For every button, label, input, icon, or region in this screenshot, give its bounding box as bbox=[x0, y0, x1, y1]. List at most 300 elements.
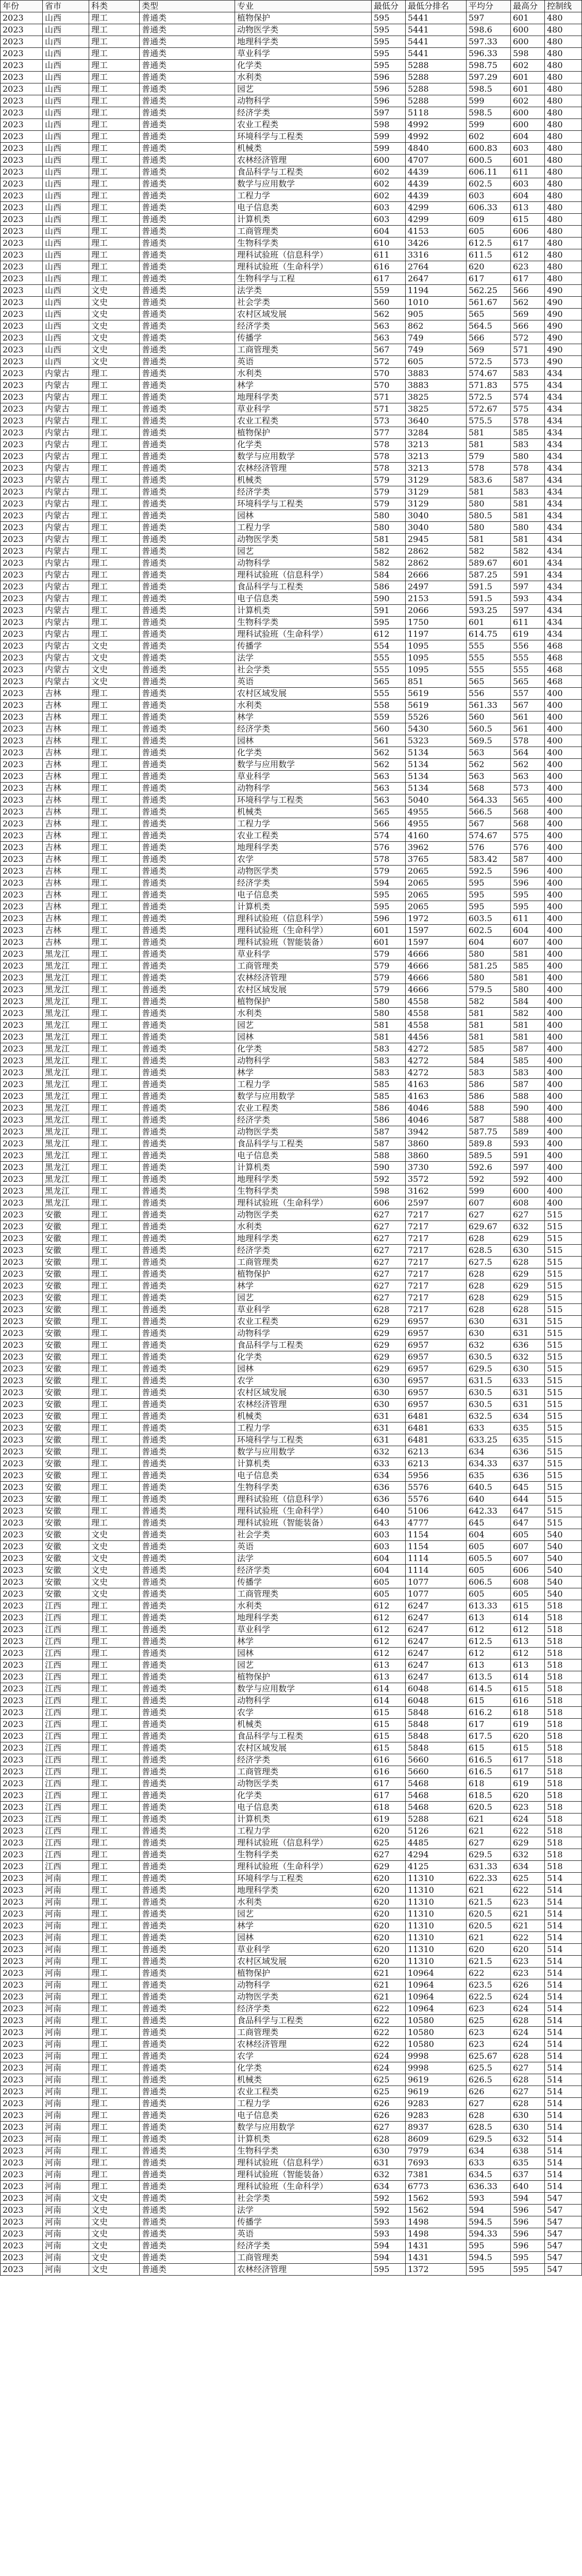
cell-min-rank: 6481 bbox=[406, 1434, 467, 1446]
cell-type: 普通类 bbox=[140, 2264, 235, 2276]
cell-min-rank: 4485 bbox=[406, 1837, 467, 1849]
cell-max-score: 575 bbox=[511, 403, 545, 415]
cell-province: 山西 bbox=[43, 214, 89, 226]
cell-major: 传播学 bbox=[235, 2216, 372, 2228]
cell-min-score: 636 bbox=[372, 1482, 406, 1494]
cell-province: 黑龙江 bbox=[43, 1008, 89, 1020]
cell-major: 计算机类 bbox=[235, 605, 372, 617]
cell-avg-score: 617 bbox=[467, 273, 511, 285]
cell-min-score: 627 bbox=[372, 1233, 406, 1245]
cell-avg-score: 598.75 bbox=[467, 60, 511, 72]
cell-max-score: 573 bbox=[511, 783, 545, 794]
cell-min-score: 640 bbox=[372, 1505, 406, 1517]
cell-major: 动物科学 bbox=[235, 1979, 372, 1991]
cell-year: 2023 bbox=[1, 1636, 43, 1648]
cell-subject: 理工 bbox=[89, 1458, 140, 1470]
table-row bbox=[1, 1754, 582, 1766]
cell-province: 河南 bbox=[43, 2145, 89, 2157]
cell-min-score: 596 bbox=[372, 913, 406, 925]
table-row bbox=[1, 1114, 582, 1126]
cell-max-score: 580 bbox=[511, 522, 545, 534]
cell-year: 2023 bbox=[1, 1103, 43, 1114]
cell-max-score: 619 bbox=[511, 1778, 545, 1790]
cell-max-score: 640 bbox=[511, 2181, 545, 2193]
cell-year: 2023 bbox=[1, 2015, 43, 2027]
cell-avg-score: 628.5 bbox=[467, 1245, 511, 1257]
cell-control-line: 400 bbox=[545, 960, 582, 972]
cell-year: 2023 bbox=[1, 2122, 43, 2133]
cell-max-score: 588 bbox=[511, 1114, 545, 1126]
cell-province: 内蒙古 bbox=[43, 415, 89, 427]
cell-max-score: 607 bbox=[511, 1541, 545, 1553]
cell-province: 河南 bbox=[43, 1968, 89, 1979]
cell-subject: 理工 bbox=[89, 155, 140, 166]
cell-min-rank: 5468 bbox=[406, 1778, 467, 1790]
table-row bbox=[1, 1209, 582, 1221]
cell-year: 2023 bbox=[1, 1162, 43, 1174]
cell-major: 经济学类 bbox=[235, 320, 372, 332]
cell-max-score: 605 bbox=[511, 1588, 545, 1600]
cell-subject: 文史 bbox=[89, 297, 140, 309]
cell-avg-score: 632.5 bbox=[467, 1411, 511, 1422]
cell-min-score: 621 bbox=[372, 1991, 406, 2003]
cell-max-score: 575 bbox=[511, 830, 545, 842]
cell-type: 普通类 bbox=[140, 1174, 235, 1185]
table-row bbox=[1, 1624, 582, 1636]
cell-min-rank: 11310 bbox=[406, 1908, 467, 1920]
cell-year: 2023 bbox=[1, 1517, 43, 1529]
cell-min-score: 630 bbox=[372, 1387, 406, 1399]
cell-min-rank: 11310 bbox=[406, 1932, 467, 1944]
cell-province: 内蒙古 bbox=[43, 617, 89, 629]
cell-year: 2023 bbox=[1, 1505, 43, 1517]
table-row bbox=[1, 866, 582, 877]
cell-min-rank: 4955 bbox=[406, 806, 467, 818]
cell-min-rank: 5576 bbox=[406, 1482, 467, 1494]
cell-min-rank: 6957 bbox=[406, 1351, 467, 1363]
cell-type: 普通类 bbox=[140, 2003, 235, 2015]
cell-control-line: 434 bbox=[545, 451, 582, 463]
cell-year: 2023 bbox=[1, 1292, 43, 1304]
cell-subject: 理工 bbox=[89, 1103, 140, 1114]
cell-province: 江西 bbox=[43, 1731, 89, 1742]
cell-subject: 理工 bbox=[89, 1695, 140, 1707]
cell-min-score: 617 bbox=[372, 1778, 406, 1790]
cell-avg-score: 581 bbox=[467, 534, 511, 546]
table-row bbox=[1, 368, 582, 380]
cell-control-line: 480 bbox=[545, 249, 582, 261]
cell-control-line: 480 bbox=[545, 60, 582, 72]
cell-max-score: 593 bbox=[511, 1138, 545, 1150]
cell-min-score: 633 bbox=[372, 1458, 406, 1470]
cell-subject: 理工 bbox=[89, 1790, 140, 1802]
cell-subject: 文史 bbox=[89, 344, 140, 356]
table-row bbox=[1, 688, 582, 700]
cell-type: 普通类 bbox=[140, 1529, 235, 1541]
cell-min-score: 586 bbox=[372, 1114, 406, 1126]
cell-type: 普通类 bbox=[140, 356, 235, 368]
cell-subject: 理工 bbox=[89, 1434, 140, 1446]
cell-province: 吉林 bbox=[43, 771, 89, 783]
table-row bbox=[1, 1932, 582, 1944]
cell-avg-score: 563 bbox=[467, 771, 511, 783]
cell-min-score: 630 bbox=[372, 2145, 406, 2157]
cell-min-score: 615 bbox=[372, 1707, 406, 1719]
table-row bbox=[1, 806, 582, 818]
cell-major: 英语 bbox=[235, 676, 372, 688]
cell-province: 河南 bbox=[43, 2264, 89, 2276]
cell-province: 江西 bbox=[43, 1754, 89, 1766]
cell-max-score: 626 bbox=[511, 1979, 545, 1991]
cell-avg-score: 585 bbox=[467, 1043, 511, 1055]
cell-subject: 理工 bbox=[89, 1482, 140, 1494]
cell-control-line: 540 bbox=[545, 1588, 582, 1600]
cell-subject: 理工 bbox=[89, 2169, 140, 2181]
cell-avg-score: 568 bbox=[467, 783, 511, 794]
cell-subject: 文史 bbox=[89, 2205, 140, 2216]
cell-type: 普通类 bbox=[140, 1103, 235, 1114]
table-row bbox=[1, 463, 582, 474]
cell-major: 动物医学类 bbox=[235, 1778, 372, 1790]
cell-avg-score: 614.75 bbox=[467, 629, 511, 640]
cell-major: 食品科学与工程类 bbox=[235, 2015, 372, 2027]
cell-avg-score: 598.5 bbox=[467, 107, 511, 119]
cell-province: 山西 bbox=[43, 344, 89, 356]
cell-province: 安徽 bbox=[43, 1494, 89, 1505]
cell-min-score: 580 bbox=[372, 996, 406, 1008]
cell-min-rank: 6957 bbox=[406, 1328, 467, 1340]
cell-major: 环境科学与工程类 bbox=[235, 1434, 372, 1446]
cell-min-score: 579 bbox=[372, 948, 406, 960]
cell-min-rank: 3426 bbox=[406, 238, 467, 249]
cell-min-score: 579 bbox=[372, 486, 406, 498]
cell-control-line: 514 bbox=[545, 2169, 582, 2181]
cell-type: 普通类 bbox=[140, 297, 235, 309]
cell-major: 农村区域发展 bbox=[235, 309, 372, 320]
cell-type: 普通类 bbox=[140, 1896, 235, 1908]
cell-year: 2023 bbox=[1, 510, 43, 522]
cell-control-line: 518 bbox=[545, 1695, 582, 1707]
cell-control-line: 514 bbox=[545, 2015, 582, 2027]
cell-major: 计算机类 bbox=[235, 1814, 372, 1825]
cell-major: 动物医学类 bbox=[235, 24, 372, 36]
table-row bbox=[1, 1126, 582, 1138]
cell-control-line: 515 bbox=[545, 1268, 582, 1280]
cell-min-rank: 11310 bbox=[406, 1885, 467, 1896]
cell-year: 2023 bbox=[1, 190, 43, 202]
cell-major: 计算机类 bbox=[235, 1162, 372, 1174]
cell-type: 普通类 bbox=[140, 984, 235, 996]
cell-year: 2023 bbox=[1, 143, 43, 155]
cell-avg-score: 592.6 bbox=[467, 1162, 511, 1174]
cell-type: 普通类 bbox=[140, 2205, 235, 2216]
cell-min-score: 629 bbox=[372, 1328, 406, 1340]
table-row bbox=[1, 1778, 582, 1790]
cell-control-line: 400 bbox=[545, 913, 582, 925]
cell-subject: 理工 bbox=[89, 1861, 140, 1873]
cell-subject: 理工 bbox=[89, 1636, 140, 1648]
cell-province: 江西 bbox=[43, 1707, 89, 1719]
cell-type: 普通类 bbox=[140, 629, 235, 640]
cell-type: 普通类 bbox=[140, 960, 235, 972]
cell-max-score: 630 bbox=[511, 1363, 545, 1375]
cell-year: 2023 bbox=[1, 1695, 43, 1707]
cell-min-score: 629 bbox=[372, 1351, 406, 1363]
cell-min-rank: 4163 bbox=[406, 1079, 467, 1091]
cell-major: 园林 bbox=[235, 510, 372, 522]
cell-subject: 理工 bbox=[89, 1470, 140, 1482]
cell-province: 河南 bbox=[43, 1920, 89, 1932]
cell-province: 吉林 bbox=[43, 937, 89, 948]
cell-control-line: 400 bbox=[545, 996, 582, 1008]
table-row bbox=[1, 1517, 582, 1529]
cell-min-score: 629 bbox=[372, 1363, 406, 1375]
cell-avg-score: 586 bbox=[467, 1091, 511, 1103]
table-row bbox=[1, 1470, 582, 1482]
cell-avg-score: 630.5 bbox=[467, 1387, 511, 1399]
cell-min-score: 594 bbox=[372, 2240, 406, 2252]
cell-type: 普通类 bbox=[140, 83, 235, 95]
cell-type: 普通类 bbox=[140, 1553, 235, 1565]
cell-year: 2023 bbox=[1, 1387, 43, 1399]
cell-subject: 理工 bbox=[89, 1624, 140, 1636]
cell-min-rank: 4840 bbox=[406, 143, 467, 155]
cell-type: 普通类 bbox=[140, 166, 235, 178]
cell-control-line: 518 bbox=[545, 1814, 582, 1825]
cell-min-rank: 7693 bbox=[406, 2157, 467, 2169]
cell-major: 动物科学 bbox=[235, 1328, 372, 1340]
cell-control-line: 514 bbox=[545, 2003, 582, 2015]
cell-province: 山西 bbox=[43, 143, 89, 155]
cell-province: 安徽 bbox=[43, 1245, 89, 1257]
cell-year: 2023 bbox=[1, 1624, 43, 1636]
cell-major: 水利类 bbox=[235, 1600, 372, 1612]
cell-province: 河南 bbox=[43, 1991, 89, 2003]
cell-min-rank: 6773 bbox=[406, 2181, 467, 2193]
cell-major: 生物科学类 bbox=[235, 1849, 372, 1861]
cell-type: 普通类 bbox=[140, 711, 235, 723]
table-row bbox=[1, 2252, 582, 2264]
cell-min-rank: 4777 bbox=[406, 1517, 467, 1529]
cell-province: 河南 bbox=[43, 1896, 89, 1908]
cell-province: 吉林 bbox=[43, 723, 89, 735]
cell-province: 安徽 bbox=[43, 1588, 89, 1600]
cell-type: 普通类 bbox=[140, 996, 235, 1008]
table-row bbox=[1, 889, 582, 901]
cell-province: 吉林 bbox=[43, 735, 89, 747]
cell-control-line: 400 bbox=[545, 1055, 582, 1067]
cell-major: 动物科学 bbox=[235, 1055, 372, 1067]
cell-min-score: 595 bbox=[372, 24, 406, 36]
cell-min-score: 614 bbox=[372, 1683, 406, 1695]
cell-year: 2023 bbox=[1, 1719, 43, 1731]
cell-province: 江西 bbox=[43, 1612, 89, 1624]
cell-min-score: 610 bbox=[372, 238, 406, 249]
cell-major: 生物科学类 bbox=[235, 617, 372, 629]
table-row bbox=[1, 238, 582, 249]
cell-type: 普通类 bbox=[140, 486, 235, 498]
cell-control-line: 518 bbox=[545, 1600, 582, 1612]
cell-max-score: 630 bbox=[511, 1245, 545, 1257]
cell-type: 普通类 bbox=[140, 877, 235, 889]
cell-type: 普通类 bbox=[140, 320, 235, 332]
cell-major: 工程力学 bbox=[235, 1825, 372, 1837]
cell-control-line: 400 bbox=[545, 877, 582, 889]
cell-min-rank: 4294 bbox=[406, 1849, 467, 1861]
cell-type: 普通类 bbox=[140, 854, 235, 866]
cell-avg-score: 595 bbox=[467, 889, 511, 901]
cell-max-score: 616 bbox=[511, 1695, 545, 1707]
cell-year: 2023 bbox=[1, 1956, 43, 1968]
cell-control-line: 400 bbox=[545, 783, 582, 794]
cell-year: 2023 bbox=[1, 415, 43, 427]
cell-type: 普通类 bbox=[140, 1600, 235, 1612]
cell-min-rank: 5956 bbox=[406, 1470, 467, 1482]
cell-major: 理科试验班（生命科学） bbox=[235, 2181, 372, 2193]
cell-max-score: 633 bbox=[511, 1375, 545, 1387]
cell-min-score: 578 bbox=[372, 463, 406, 474]
cell-max-score: 632 bbox=[511, 1351, 545, 1363]
cell-type: 普通类 bbox=[140, 2228, 235, 2240]
cell-year: 2023 bbox=[1, 2133, 43, 2145]
cell-year: 2023 bbox=[1, 486, 43, 498]
cell-year: 2023 bbox=[1, 747, 43, 759]
cell-type: 普通类 bbox=[140, 1185, 235, 1197]
cell-year: 2023 bbox=[1, 95, 43, 107]
cell-control-line: 518 bbox=[545, 1719, 582, 1731]
cell-min-rank: 1597 bbox=[406, 925, 467, 937]
cell-max-score: 632 bbox=[511, 1849, 545, 1861]
cell-min-score: 600 bbox=[372, 155, 406, 166]
cell-min-score: 620 bbox=[372, 1885, 406, 1896]
cell-max-score: 596 bbox=[511, 877, 545, 889]
header-year: 年份 bbox=[1, 1, 43, 12]
table-row bbox=[1, 1695, 582, 1707]
cell-major: 工商管理类 bbox=[235, 960, 372, 972]
cell-min-rank: 6247 bbox=[406, 1659, 467, 1671]
cell-type: 普通类 bbox=[140, 1719, 235, 1731]
cell-subject: 理工 bbox=[89, 747, 140, 759]
cell-year: 2023 bbox=[1, 546, 43, 557]
table-row bbox=[1, 261, 582, 273]
table-row bbox=[1, 759, 582, 771]
cell-subject: 理工 bbox=[89, 2039, 140, 2050]
cell-major: 草业科学 bbox=[235, 403, 372, 415]
cell-subject: 理工 bbox=[89, 1707, 140, 1719]
table-row bbox=[1, 1399, 582, 1411]
table-row bbox=[1, 711, 582, 723]
cell-max-score: 636 bbox=[511, 1446, 545, 1458]
cell-avg-score: 578 bbox=[467, 463, 511, 474]
cell-max-score: 627 bbox=[511, 2086, 545, 2098]
cell-major: 理科试验班（生命科学） bbox=[235, 925, 372, 937]
cell-province: 河南 bbox=[43, 1979, 89, 1991]
cell-type: 普通类 bbox=[140, 640, 235, 652]
cell-year: 2023 bbox=[1, 866, 43, 877]
cell-subject: 理工 bbox=[89, 1600, 140, 1612]
cell-province: 内蒙古 bbox=[43, 652, 89, 664]
cell-type: 普通类 bbox=[140, 783, 235, 794]
table-row bbox=[1, 735, 582, 747]
cell-avg-score: 628.5 bbox=[467, 2122, 511, 2133]
cell-subject: 理工 bbox=[89, 854, 140, 866]
cell-year: 2023 bbox=[1, 1185, 43, 1197]
cell-type: 普通类 bbox=[140, 190, 235, 202]
cell-max-score: 555 bbox=[511, 664, 545, 676]
cell-min-score: 560 bbox=[372, 297, 406, 309]
table-row bbox=[1, 1257, 582, 1268]
table-row bbox=[1, 1979, 582, 1991]
cell-major: 水利类 bbox=[235, 72, 372, 83]
cell-year: 2023 bbox=[1, 1268, 43, 1280]
cell-subject: 理工 bbox=[89, 368, 140, 380]
cell-min-score: 579 bbox=[372, 866, 406, 877]
cell-major: 化学类 bbox=[235, 747, 372, 759]
cell-max-score: 623 bbox=[511, 1968, 545, 1979]
cell-avg-score: 569.5 bbox=[467, 735, 511, 747]
cell-avg-score: 600.5 bbox=[467, 155, 511, 166]
cell-year: 2023 bbox=[1, 498, 43, 510]
cell-max-score: 614 bbox=[511, 1671, 545, 1683]
cell-subject: 理工 bbox=[89, 2145, 140, 2157]
cell-subject: 理工 bbox=[89, 403, 140, 415]
cell-avg-score: 623 bbox=[467, 2003, 511, 2015]
cell-max-score: 632 bbox=[511, 1221, 545, 1233]
cell-max-score: 608 bbox=[511, 1577, 545, 1588]
table-row bbox=[1, 2062, 582, 2074]
cell-major: 化学类 bbox=[235, 60, 372, 72]
cell-min-rank: 3129 bbox=[406, 486, 467, 498]
cell-year: 2023 bbox=[1, 617, 43, 629]
cell-year: 2023 bbox=[1, 937, 43, 948]
cell-year: 2023 bbox=[1, 474, 43, 486]
cell-province: 内蒙古 bbox=[43, 557, 89, 569]
cell-min-score: 629 bbox=[372, 1861, 406, 1873]
cell-subject: 理工 bbox=[89, 1446, 140, 1458]
cell-min-score: 605 bbox=[372, 1577, 406, 1588]
cell-avg-score: 594.33 bbox=[467, 2228, 511, 2240]
cell-max-score: 596 bbox=[511, 2216, 545, 2228]
cell-subject: 文史 bbox=[89, 2264, 140, 2276]
cell-max-score: 601 bbox=[511, 83, 545, 95]
cell-year: 2023 bbox=[1, 735, 43, 747]
cell-avg-score: 623 bbox=[467, 2027, 511, 2039]
cell-max-score: 578 bbox=[511, 463, 545, 474]
cell-type: 普通类 bbox=[140, 2098, 235, 2110]
cell-control-line: 540 bbox=[545, 1541, 582, 1553]
cell-min-rank: 8609 bbox=[406, 2133, 467, 2145]
cell-avg-score: 620 bbox=[467, 1944, 511, 1956]
cell-control-line: 518 bbox=[545, 1636, 582, 1648]
cell-max-score: 627 bbox=[511, 2062, 545, 2074]
cell-control-line: 490 bbox=[545, 344, 582, 356]
cell-min-rank: 4046 bbox=[406, 1103, 467, 1114]
cell-major: 地理科学类 bbox=[235, 1885, 372, 1896]
cell-subject: 理工 bbox=[89, 1648, 140, 1659]
cell-province: 内蒙古 bbox=[43, 593, 89, 605]
table-row bbox=[1, 996, 582, 1008]
cell-subject: 理工 bbox=[89, 1174, 140, 1185]
cell-province: 吉林 bbox=[43, 794, 89, 806]
cell-type: 普通类 bbox=[140, 1292, 235, 1304]
cell-type: 普通类 bbox=[140, 2110, 235, 2122]
cell-min-score: 616 bbox=[372, 1766, 406, 1778]
cell-min-score: 572 bbox=[372, 356, 406, 368]
cell-min-score: 603 bbox=[372, 214, 406, 226]
cell-year: 2023 bbox=[1, 285, 43, 297]
cell-control-line: 514 bbox=[545, 2157, 582, 2169]
cell-subject: 理工 bbox=[89, 546, 140, 557]
